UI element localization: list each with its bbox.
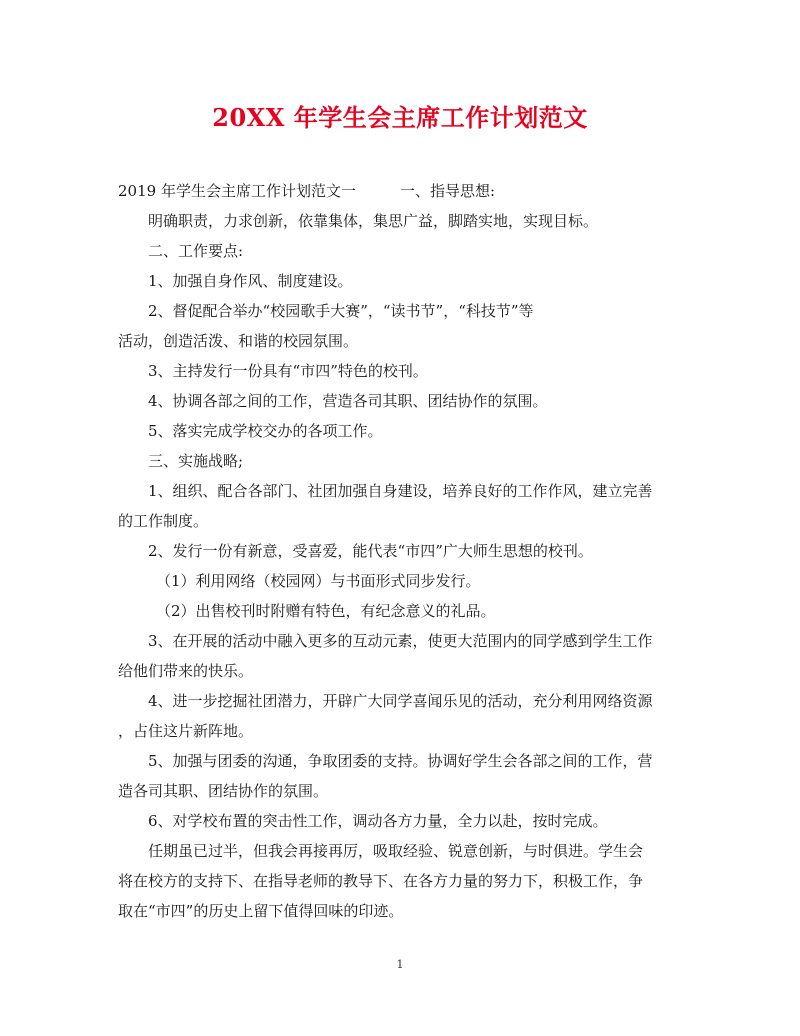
- section-heading-work-points: 二、工作要点:: [148, 242, 244, 260]
- paragraph-line: 将在校方的支持下、在指导老师的教导下、在各方力量的努力下，积极工作，争: [118, 872, 644, 890]
- paragraph-line: 3、在开展的活动中融入更多的互动元素，使更大范围内的同学感到学生工作: [148, 632, 653, 650]
- paragraph-line: 4、协调各部之间的工作，营造各司其职、团结协作的氛围。: [148, 392, 548, 410]
- paragraph-line: 6、对学校布置的突击性工作，调动各方力量，全力以赴，按时完成。: [148, 812, 608, 830]
- paragraph-line: （2）出售校刊时附赠有特色，有纪念意义的礼品。: [156, 602, 496, 620]
- paragraph-line: 1、组织、配合各部门、社团加强自身建设，培养良好的工作作风，建立完善: [148, 482, 653, 500]
- paragraph-line: 活动，创造活泼、和谐的校园氛围。: [118, 332, 359, 350]
- paragraph-line: 2、督促配合举办“校园歌手大赛”，“读书节”，“科技节”等: [148, 302, 534, 320]
- paragraph-line: 4、进一步挖掘社团潜力，开辟广大同学喜闻乐见的活动，充分利用网络资源: [148, 692, 653, 710]
- paragraph-line: 明确职责，力求创新，依靠集体，集思广益，脚踏实地，实现目标。: [148, 212, 599, 230]
- paragraph-line: 的工作制度。: [118, 512, 209, 530]
- intro-prefix: 2019 年学生会主席工作计划范文一: [118, 182, 356, 200]
- paragraph-line: 3、主持发行一份具有“市四”特色的校刊。: [148, 362, 428, 380]
- intro-line: [118, 176, 690, 206]
- paragraph-line: 2、发行一份有新意，受喜爱，能代表“市四”广大师生思想的校刊。: [148, 542, 593, 560]
- section-heading-strategy: 三、实施战略;: [148, 452, 244, 470]
- paragraph-line: ，占住这片新阵地。: [118, 722, 254, 740]
- document-title: 20XX 年学生会主席工作计划范文: [212, 103, 588, 132]
- section-heading-guiding-thought: 一、指导思想:: [399, 182, 496, 200]
- document-body: [118, 176, 690, 926]
- paragraph-line: （1）利用网络（校园网）与书面形式同步发行。: [156, 572, 481, 590]
- paragraph-line: 取在“市四”的历史上留下值得回味的印迹。: [118, 902, 404, 920]
- paragraph-line: 造各司其职、团结协作的氛围。: [118, 782, 329, 800]
- page-number: 1: [396, 958, 404, 971]
- paragraph-line: 给他们带来的快乐。: [118, 662, 254, 680]
- paragraph-line: 任期虽已过半，但我会再接再厉，吸取经验、锐意创新，与时俱进。学生会: [148, 842, 644, 860]
- paragraph-line: 5、落实完成学校交办的各项工作。: [148, 422, 383, 440]
- paragraph-line: 5、加强与团委的沟通，争取团委的支持。协调好学生会各部之间的工作，营: [148, 752, 653, 770]
- paragraph-line: 1、加强自身作风、制度建设。: [148, 272, 353, 290]
